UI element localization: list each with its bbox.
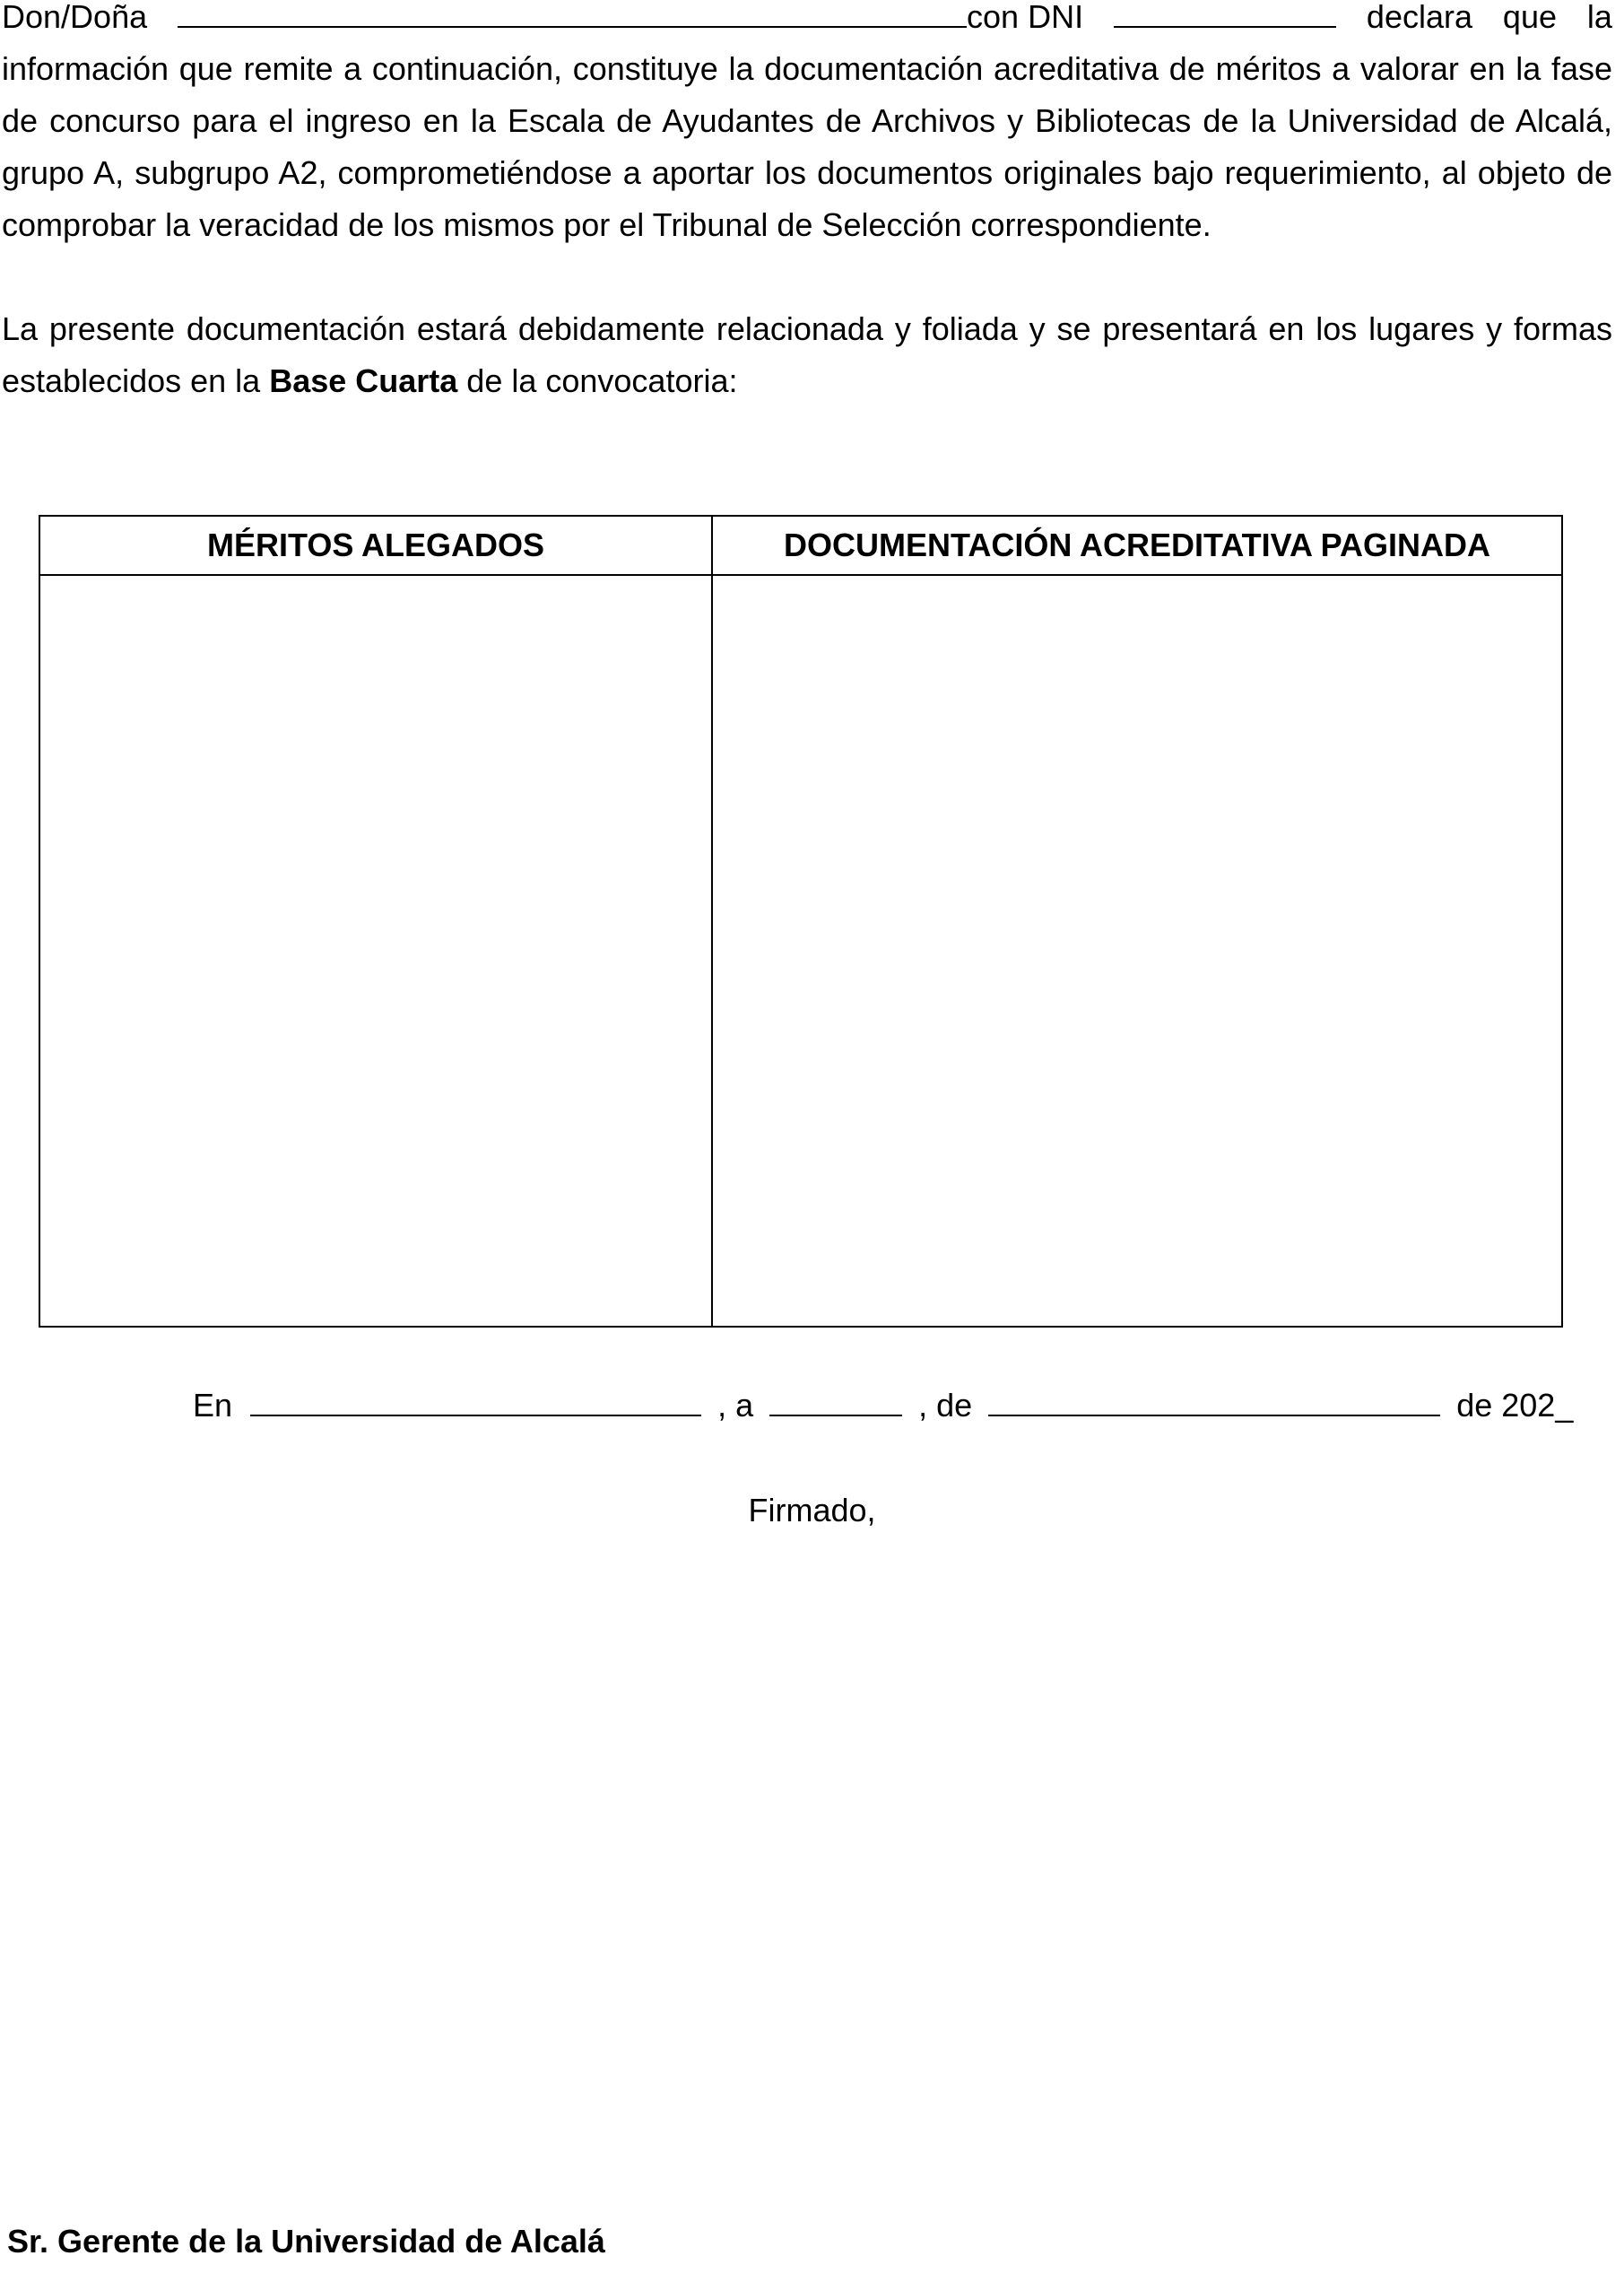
paragraph-2-end: de la convocatoria: bbox=[457, 362, 738, 399]
que-word: que bbox=[1502, 0, 1557, 35]
dni-field[interactable] bbox=[1114, 25, 1336, 28]
name-field[interactable] bbox=[178, 25, 967, 28]
documentacion-acreditativa-cell[interactable] bbox=[712, 575, 1562, 1327]
declaration-paragraph-2 bbox=[2, 303, 1612, 407]
declarant-line bbox=[2, 0, 1612, 43]
meritos-alegados-header: MÉRITOS ALEGADOS bbox=[39, 516, 712, 575]
paragraph-2-start: La presente documentación estará debidamente relacionada y foliada y se presentará en los lugares y formas establecidos en la bbox=[2, 310, 1612, 399]
documentacion-acreditativa-header: DOCUMENTACIÓN ACREDITATIVA PAGINADA bbox=[712, 516, 1562, 575]
de-label: , de bbox=[918, 1387, 973, 1424]
a-label: , a bbox=[717, 1387, 754, 1424]
en-label: En bbox=[193, 1387, 233, 1424]
place-field[interactable] bbox=[250, 1414, 701, 1416]
month-field[interactable] bbox=[988, 1414, 1440, 1416]
don-dona-label: Don/Doña bbox=[2, 0, 148, 35]
table-header-row bbox=[39, 516, 1562, 575]
day-field[interactable] bbox=[769, 1414, 902, 1416]
signed-label: Firmado, bbox=[748, 1492, 876, 1528]
con-dni-label: con DNI bbox=[967, 0, 1084, 35]
declara-word: declara bbox=[1366, 0, 1472, 35]
year-label: de 202_ bbox=[1456, 1387, 1574, 1424]
meritos-alegados-cell[interactable] bbox=[39, 575, 712, 1327]
la-word: la bbox=[1586, 0, 1612, 35]
base-cuarta-reference: Base Cuarta bbox=[269, 362, 458, 399]
table-body-row bbox=[39, 575, 1562, 1327]
merits-table bbox=[39, 515, 1563, 1328]
declaration-body: información que remite a continuación, constituye la documentación acreditativa de méritos a valorar en la fase de concurso para el ingreso en la Escala de Ayudantes de Archivos y Bibliotecas de la Universidad de Alcalá, grupo A, subgrupo A2, comprometiéndose a aportar los documentos originales bajo requerimiento, al objeto de comprobar la veracidad de los mismos por el Tribunal de Selección correspondiente. bbox=[2, 50, 1612, 243]
addressee: Sr. Gerente de la Universidad de Alcalá bbox=[7, 2223, 605, 2260]
date-place-line bbox=[193, 1380, 1573, 1432]
